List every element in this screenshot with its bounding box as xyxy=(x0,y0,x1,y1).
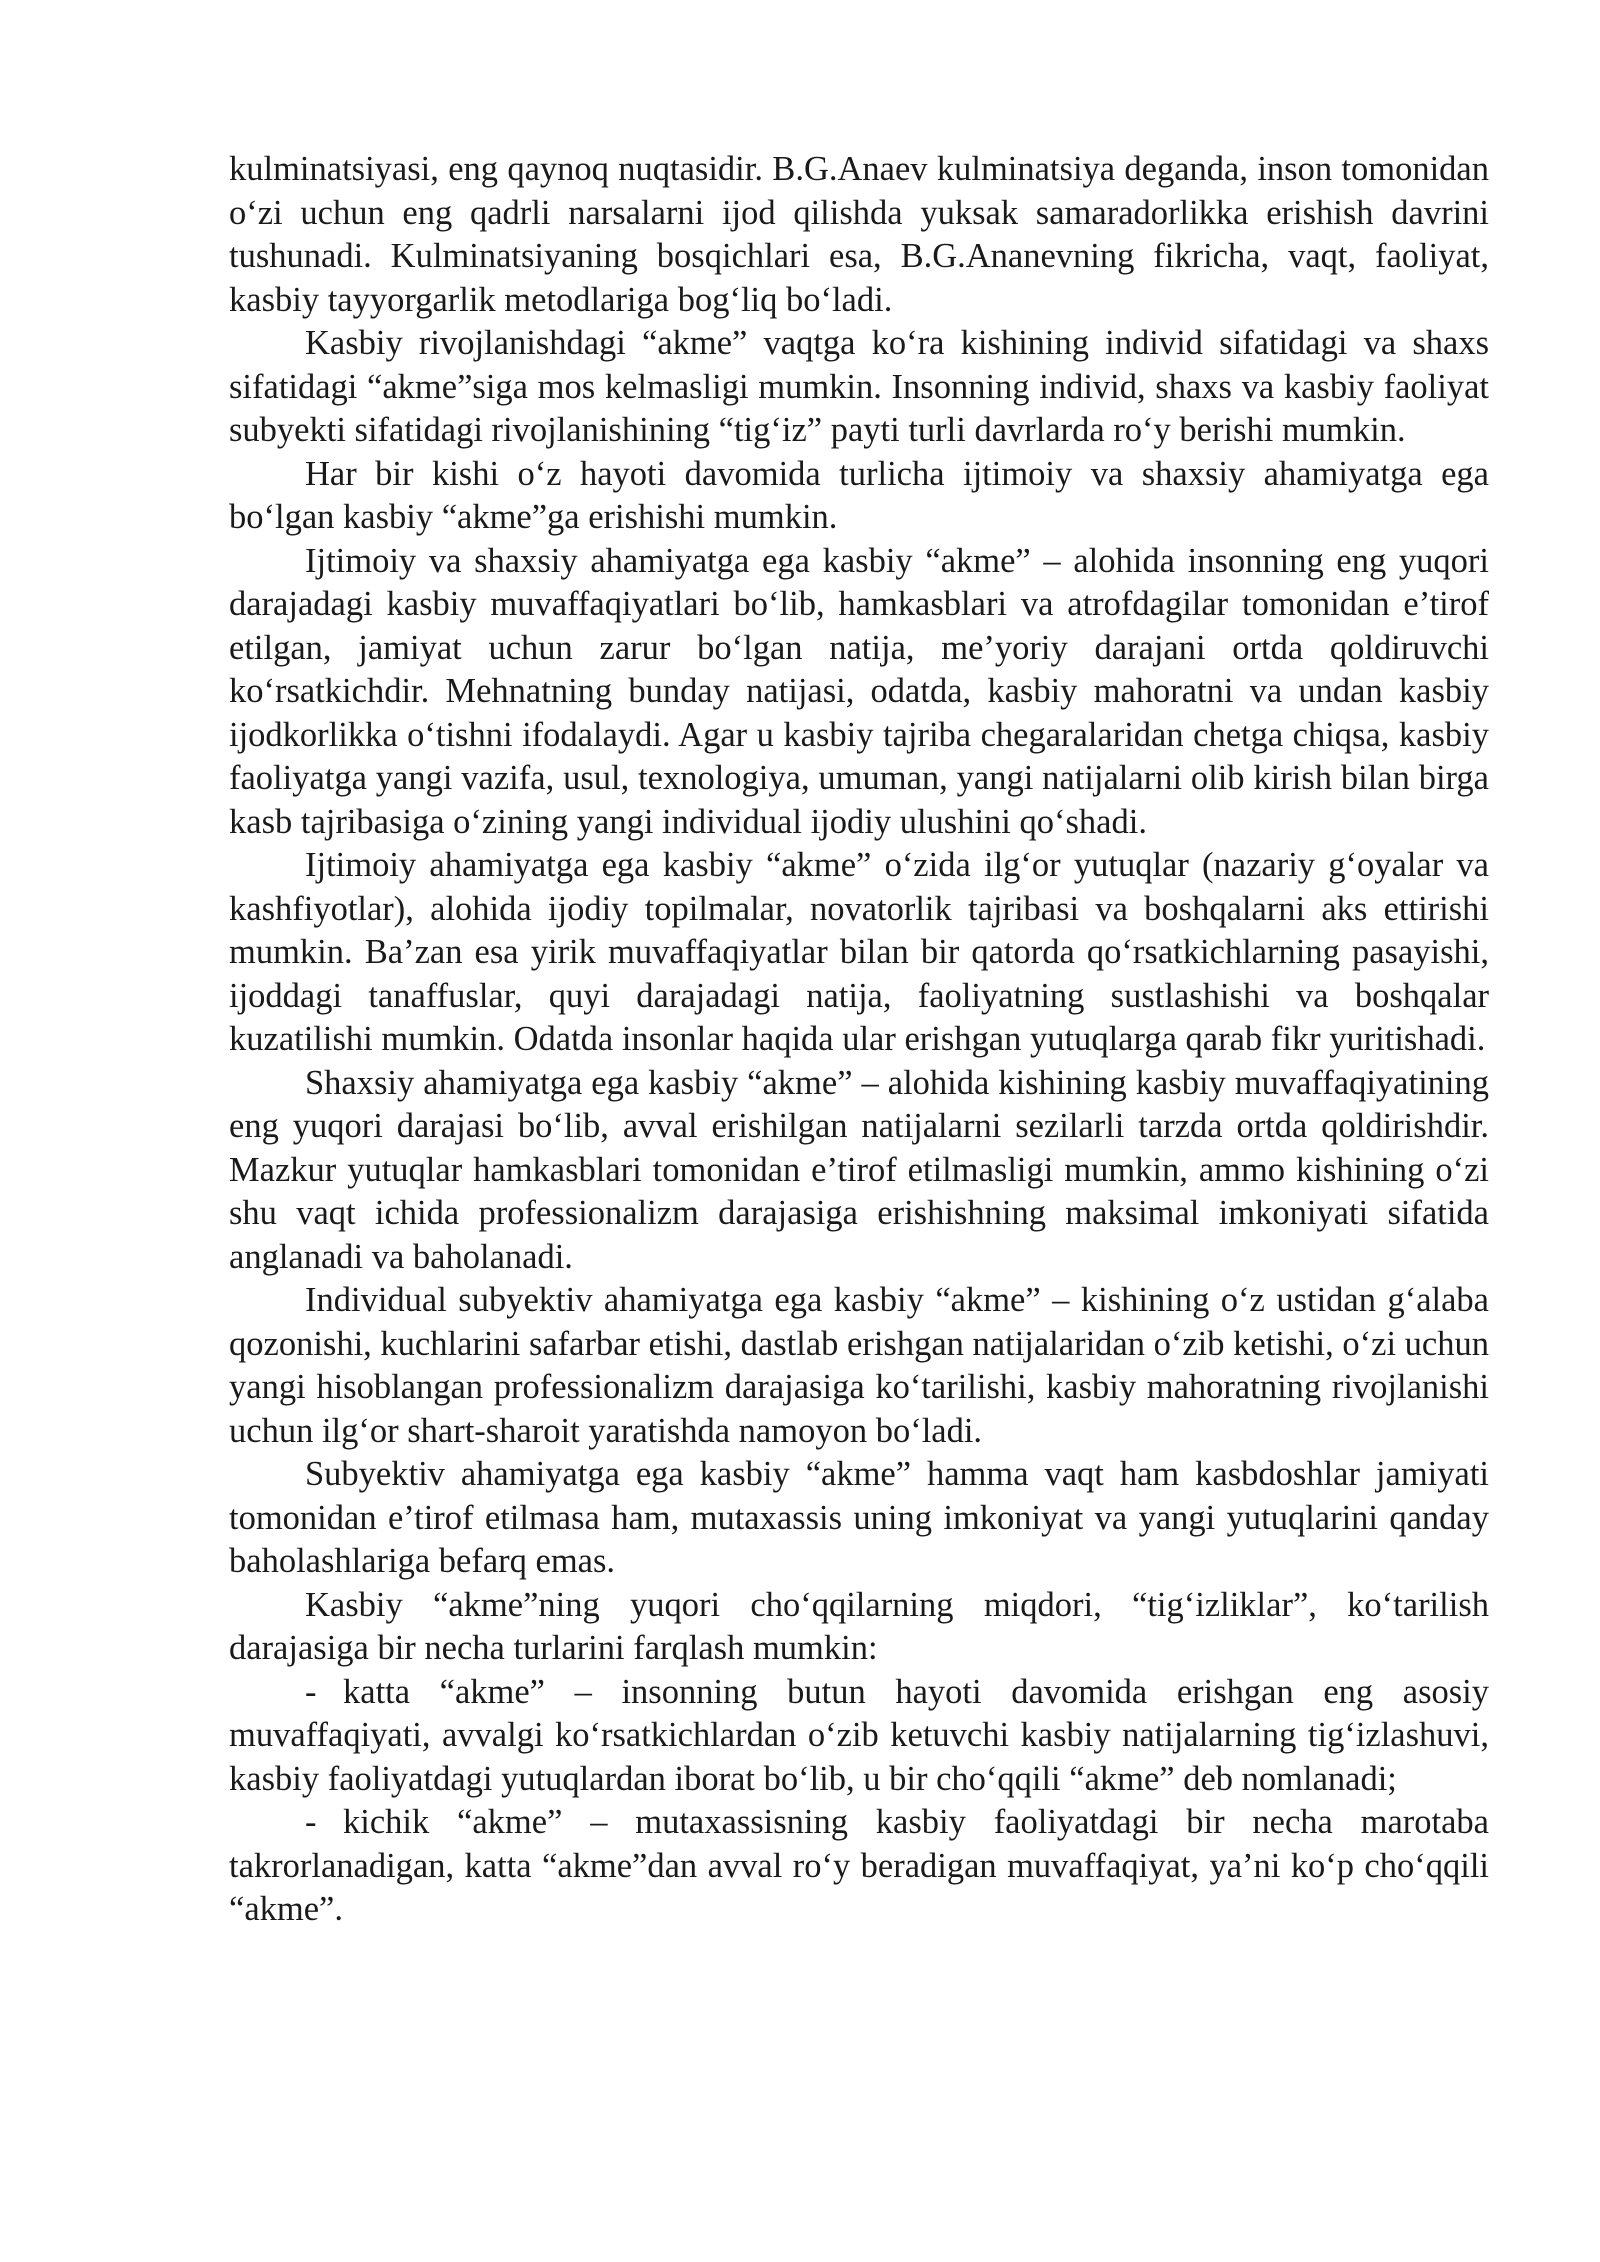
paragraph-har-bir-kishi: Har bir kishi o‘z hayoti davomida turlicha ijtimoiy va shaxsiy ahamiyatga ega bo‘lgan kasbiy “akme”ga erishishi mumkin. xyxy=(229,454,1489,536)
paragraph-kulminatsiya: kulminatsiyasi, eng qaynoq nuqtasidir. B.G.Anaev kulminatsiya deganda, inson tomonidan o‘zi uchun eng qadrli narsalarni ijod qilishda yuksak samaradorlikka erishish davrini tushunadi. Kulminatsiyaning bosqichlari esa, B.G.Ananevning fikricha, vaqt, faoliyat, kasbiy tayyorgarlik metodlariga bog‘liq bo‘ladi. xyxy=(229,150,1489,319)
list-item-text: katta “akme” – insonning butun hayoti davomida erishgan eng asosiy muvaffaqiyati, avvalgi ko‘rsatkichlardan o‘zib ketuvchi kasbiy natijalarning tig‘izlashuvi, kasbiy faoliyatdagi yutuqlardan iborat bo‘lib, u bir cho‘qqili “akme” deb nomlanadi; xyxy=(229,1672,1489,1798)
list-bullet: - xyxy=(305,1672,317,1711)
list-item-kichik-akme xyxy=(229,1801,1489,1932)
list-bullet: - xyxy=(305,1803,317,1841)
paragraph-subyektiv-akme: Subyektiv ahamiyatga ega kasbiy “akme” hamma vaqt ham kasbdoshlar jamiyati tomonidan e’tirof etilmasa ham, mutaxassis uning imkoniyat va yangi yutuqlarini qanday baholashlariga befarq emas. xyxy=(229,1455,1489,1580)
list-item-text: kichik “akme” – mutaxassisning kasbiy faoliyatdagi bir necha marotaba takrorlanadigan, katta “akme”dan avval ro‘y beradigan muvaffaqiyat, ya’ni ko‘p cho‘qqili “akme”. xyxy=(229,1803,1489,1928)
paragraph-akme-turlari: Kasbiy “akme”ning yuqori cho‘qqilarning miqdori, “tig‘izliklar”, ko‘tarilish darajasiga bir necha turlarini farqlash mumkin: xyxy=(229,1585,1489,1667)
paragraph-individual-subyektiv-akme: Individual subyektiv ahamiyatga ega kasbiy “akme” – kishining o‘z ustidan g‘alaba qozonishi, kuchlarini safarbar etishi, dastlab erishgan natijalaridan o‘zib ketishi, o‘zi uchun yangi hisoblangan professionalizm darajasiga ko‘tarilishi, kasbiy mahoratning rivojlanishi uchun ilg‘or shart-sharoit yaratishda namoyon bo‘ladi. xyxy=(229,1281,1489,1450)
paragraph-shaxsiy-akme: Shaxsiy ahamiyatga ega kasbiy “akme” – alohida kishining kasbiy muvaffaqiyatining eng yuqori darajasi bo‘lib, avval erishilgan natijalarni sezilarli tarzda ortda qoldirishdir. Mazkur yutuqlar hamkasblari tomonidan e’tirof etilmasligi mumkin, ammo kishining o‘zi shu vaqt ichida professionalizm darajasiga erishishning maksimal imkoniyati sifatida anglanadi va baholanadi. xyxy=(229,1063,1489,1276)
document-page xyxy=(229,148,1489,1932)
paragraph-ijtimoiy-akme: Ijtimoiy ahamiyatga ega kasbiy “akme” o‘zida ilg‘or yutuqlar (nazariy g‘oyalar va kashfiyotlar), alohida ijodiy topilmalar, novatorlik tajribasi va boshqalarni aks ettirishi mumkin. Ba’zan esa yirik muvaffaqiyatlar bilan bir qatorda qo‘rsatkichlarning pasayishi, ijoddagi tanaffuslar, quyi darajadagi natija, faoliyatning sustlashishi va boshqalar kuzatilishi mumkin. Odatda insonlar haqida ular erishgan yutuqlarga qarab fikr yuritishadi. xyxy=(229,846,1489,1058)
paragraph-ijtimoiy-shaxsiy-akme: Ijtimoiy va shaxsiy ahamiyatga ega kasbiy “akme” – alohida insonning eng yuqori darajadagi kasbiy muvaffaqiyatlari bo‘lib, hamkasblari va atrofdagilar tomonidan e’tirof etilgan, jamiyat uchun zarur bo‘lgan natija, me’yoriy darajani ortda qoldiruvchi ko‘rsatkichdir. Mehnatning bunday natijasi, odatda, kasbiy mahoratni va undan kasbiy ijodkorlikka o‘tishni ifodalaydi. Agar u kasbiy tajriba chegaralaridan chetga chiqsa, kasbiy faoliyatga yangi vazifa, usul, texnologiya, umuman, yangi natijalarni olib kirish bilan birga kasb tajribasiga o‘zining yangi individual ijodiy ulushini qo‘shadi. xyxy=(229,541,1489,841)
paragraph-kasbiy-rivojlanish: Kasbiy rivojlanishdagi “akme” vaqtga ko‘ra kishining individ sifatidagi va shaxs sifatidagi “akme”siga mos kelmasligi mumkin. Insonning individ, shaxs va kasbiy faoliyat subyekti sifatidagi rivojlanishining “tig‘iz” payti turli davrlarda ro‘y berishi mumkin. xyxy=(229,324,1489,449)
list-item-katta-akme xyxy=(229,1671,1489,1802)
